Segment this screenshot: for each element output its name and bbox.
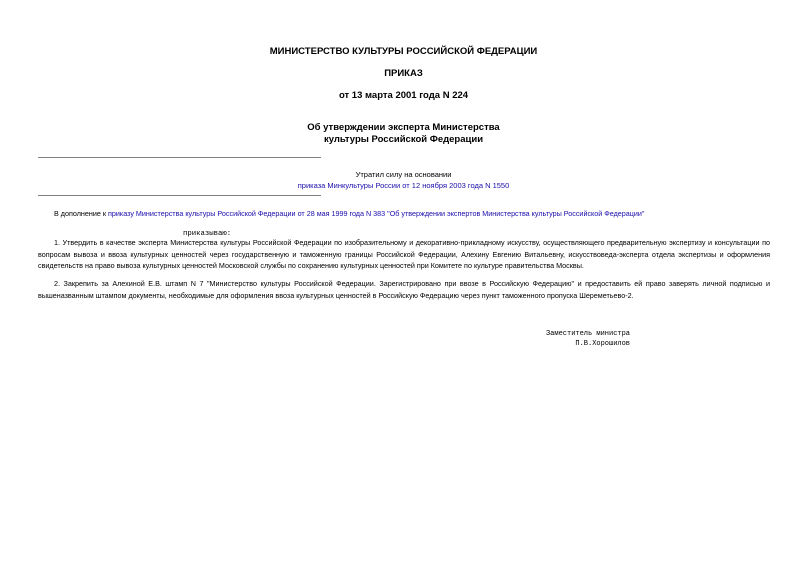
divider-bottom <box>38 195 321 196</box>
divider-top <box>38 157 321 158</box>
repeal-order-link[interactable]: приказа Минкультуры России от 12 ноября 2003 года N 1550 <box>297 181 510 190</box>
signature-name: П.В.Хорошилов <box>575 340 630 348</box>
paragraph-1: 1. Утвердить в качестве эксперта Министерства культуры Российской Федерации по изобразительному и декоративно-прикладному искусству, осуществляющего предварительную экспертизу и консультации по вопросам вывоза и ввоза культурных ценностей через государственную и таможенную границы Российской Федерации, Алехину Евгению Витальевну, искусствоведа-эксперта отдела экспертизы и оформления свидетельств на право вывоза культурных ценностей Московской службы по сохранению культурных ценностей при Комитете по культуре правительства Москвы. <box>38 238 770 270</box>
subject-line-2: культуры Российской Федерации <box>323 134 484 145</box>
document-date-number: от 13 марта 2001 года N 224 <box>338 90 469 101</box>
signature-position: Заместитель министра <box>545 330 630 338</box>
preamble-paragraph <box>38 208 770 220</box>
document-subject <box>0 122 807 146</box>
status-note-text: Утратил силу на основании <box>355 170 452 179</box>
ministry-title: МИНИСТЕРСТВО КУЛЬТУРЫ РОССИЙСКОЙ ФЕДЕРАЦИИ <box>269 46 538 57</box>
subject-line-1: Об утверждении эксперта Министерства <box>307 122 500 133</box>
signature-block <box>540 329 630 349</box>
order-word: приказываю: <box>183 230 232 238</box>
document-type: ПРИКАЗ <box>384 68 423 79</box>
paragraph-2: 2. Закрепить за Алехиной Е.В. штамп N 7 "Министерство культуры Российской Федерации. Зарегистрировано при ввозе в Российскую Федерацию" и предоставить ей право заверять личной подписью и вышеназванным штампом документы, необходимые для оформления ввоза культурных ценностей в Российскую Федерацию через пункт таможенного пропуска Шереметьево-2. <box>38 279 770 300</box>
base-order-link[interactable]: приказу Министерства культуры Российской Федерации от 28 мая 1999 года N 383 "Об утверждении экспертов Министерства культуры Российской Федерации" <box>108 209 645 218</box>
preamble-prefix: В дополнение к <box>54 209 108 218</box>
